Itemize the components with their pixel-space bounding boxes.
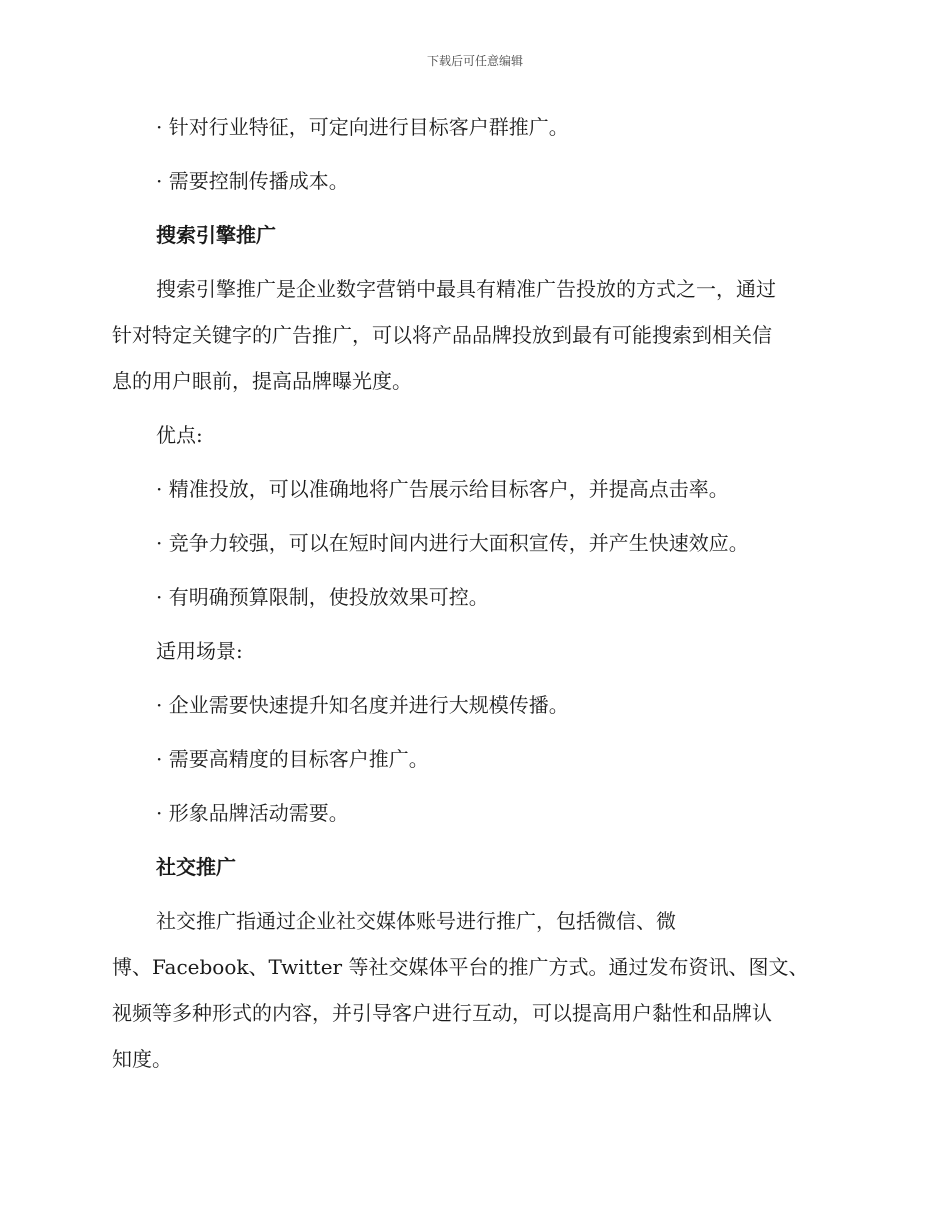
paragraph-line: 搜索引擎推广是企业数字营销中最具有精准广告投放的方式之一，通过	[156, 277, 776, 301]
paragraph-line: 针对特定关键字的广告推广，可以将产品品牌投放到最有可能搜索到相关信	[112, 323, 772, 347]
bullet-item: · 有明确预算限制，使投放效果可控。	[156, 585, 489, 609]
paragraph-line: 社交推广指通过企业社交媒体账号进行推广，包括微信、微	[156, 909, 676, 933]
bullet-item: · 企业需要快速提升知名度并进行大规模传播。	[156, 693, 569, 717]
paragraph-line: 视频等多种形式的内容，并引导客户进行互动，可以提高用户黏性和品牌认	[112, 1001, 772, 1025]
bullet-item: · 需要高精度的目标客户推广。	[156, 747, 429, 771]
bullet-item: · 形象品牌活动需要。	[156, 801, 349, 825]
bullet-item: · 需要控制传播成本。	[156, 169, 349, 193]
bullet-item: · 精准投放，可以准确地将广告展示给目标客户，并提高点击率。	[156, 477, 729, 501]
document-body	[112, 104, 832, 1082]
paragraph-line: 博、Facebook、Twitter 等社交媒体平台的推广方式。通过发布资讯、图文、	[112, 955, 809, 979]
bullet-item: · 针对行业特征，可定向进行目标客户群推广。	[156, 115, 569, 139]
section-heading-search: 搜索引擎推广	[156, 223, 276, 247]
section-heading-social: 社交推广	[156, 855, 236, 879]
bullet-item: · 竞争力较强，可以在短时间内进行大面积宣传，并产生快速效应。	[156, 531, 749, 555]
page-header: 下载后可任意编辑	[426, 54, 523, 68]
advantages-label: 优点:	[156, 423, 203, 447]
scenarios-label: 适用场景:	[156, 639, 243, 663]
paragraph-line: 知度。	[112, 1047, 172, 1071]
paragraph-line: 息的用户眼前，提高品牌曝光度。	[112, 369, 412, 393]
